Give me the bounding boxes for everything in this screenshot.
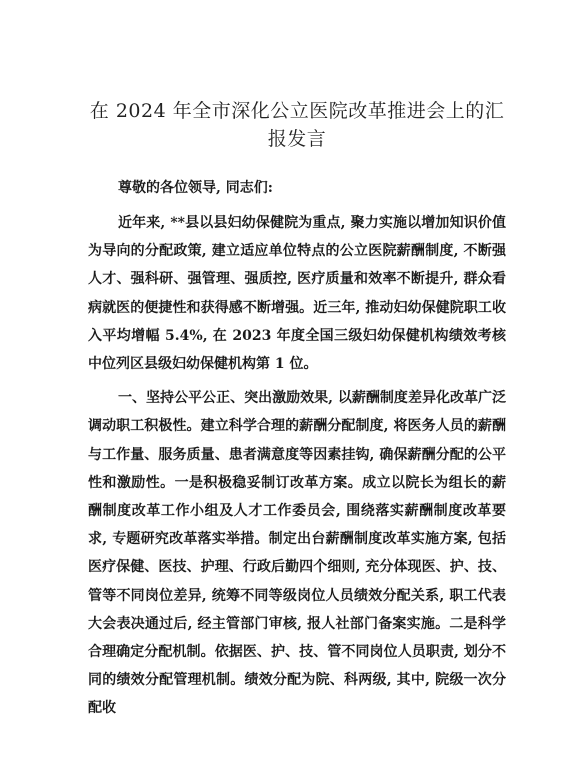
paragraph-intro: 近年来, **县以县妇幼保健院为重点, 聚力实施以增加知识价值为导向的分配政策, 建立适应单位特点的公立医院薪酬制度, 不断强人才、强科研、强管理、强质控, 医疗质量和效率不断提升, 群众看病就医的便捷性和获得感不断增强。近三年, 推动妇幼保健院职工收入平均增幅 5.4%, 在 2023 年度全国三级妇幼保健机构绩效考核中位列区县级妇幼保健机构第 1 位。 — [88, 215, 506, 373]
document-title: 在 2024 年全市深化公立医院改革推进会上的汇报发言 — [89, 100, 505, 150]
salutation: 尊敬的各位领导, 同志们: — [118, 180, 273, 196]
paragraph-section-one: 一、坚持公平公正、突出激励效果, 以薪酬制度差异化改革广泛调动职工积极性。建立科学合理的薪酬分配制度, 将医务人员的薪酬与工作量、服务质量、患者满意度等因素挂钩, 确保薪酬分配的公平性和激励性。一是积极稳妥制订改革方案。成立以院长为组长的薪酬制度改革工作小组及人才工作委员会, 围绕落实薪酬制度改革要求, 专题研究改革落实举措。制定出台薪酬制度改革实施方案, 包括医疗保健、医技、护理、行政后勤四个细则, 充分体现医、护、技、管等不同岗位差异, 统筹不同等级岗位人员绩效分配关系, 职工代表大会表决通过后, 经主管部门审核, 报人社部门备案实施。二是科学合理确定分配机制。依据医、护、技、管不同岗位人员职责, 划分不同的绩效分配管理机制。绩效分配为院、科两级, 其中, 院级一次分配收 — [88, 390, 506, 717]
